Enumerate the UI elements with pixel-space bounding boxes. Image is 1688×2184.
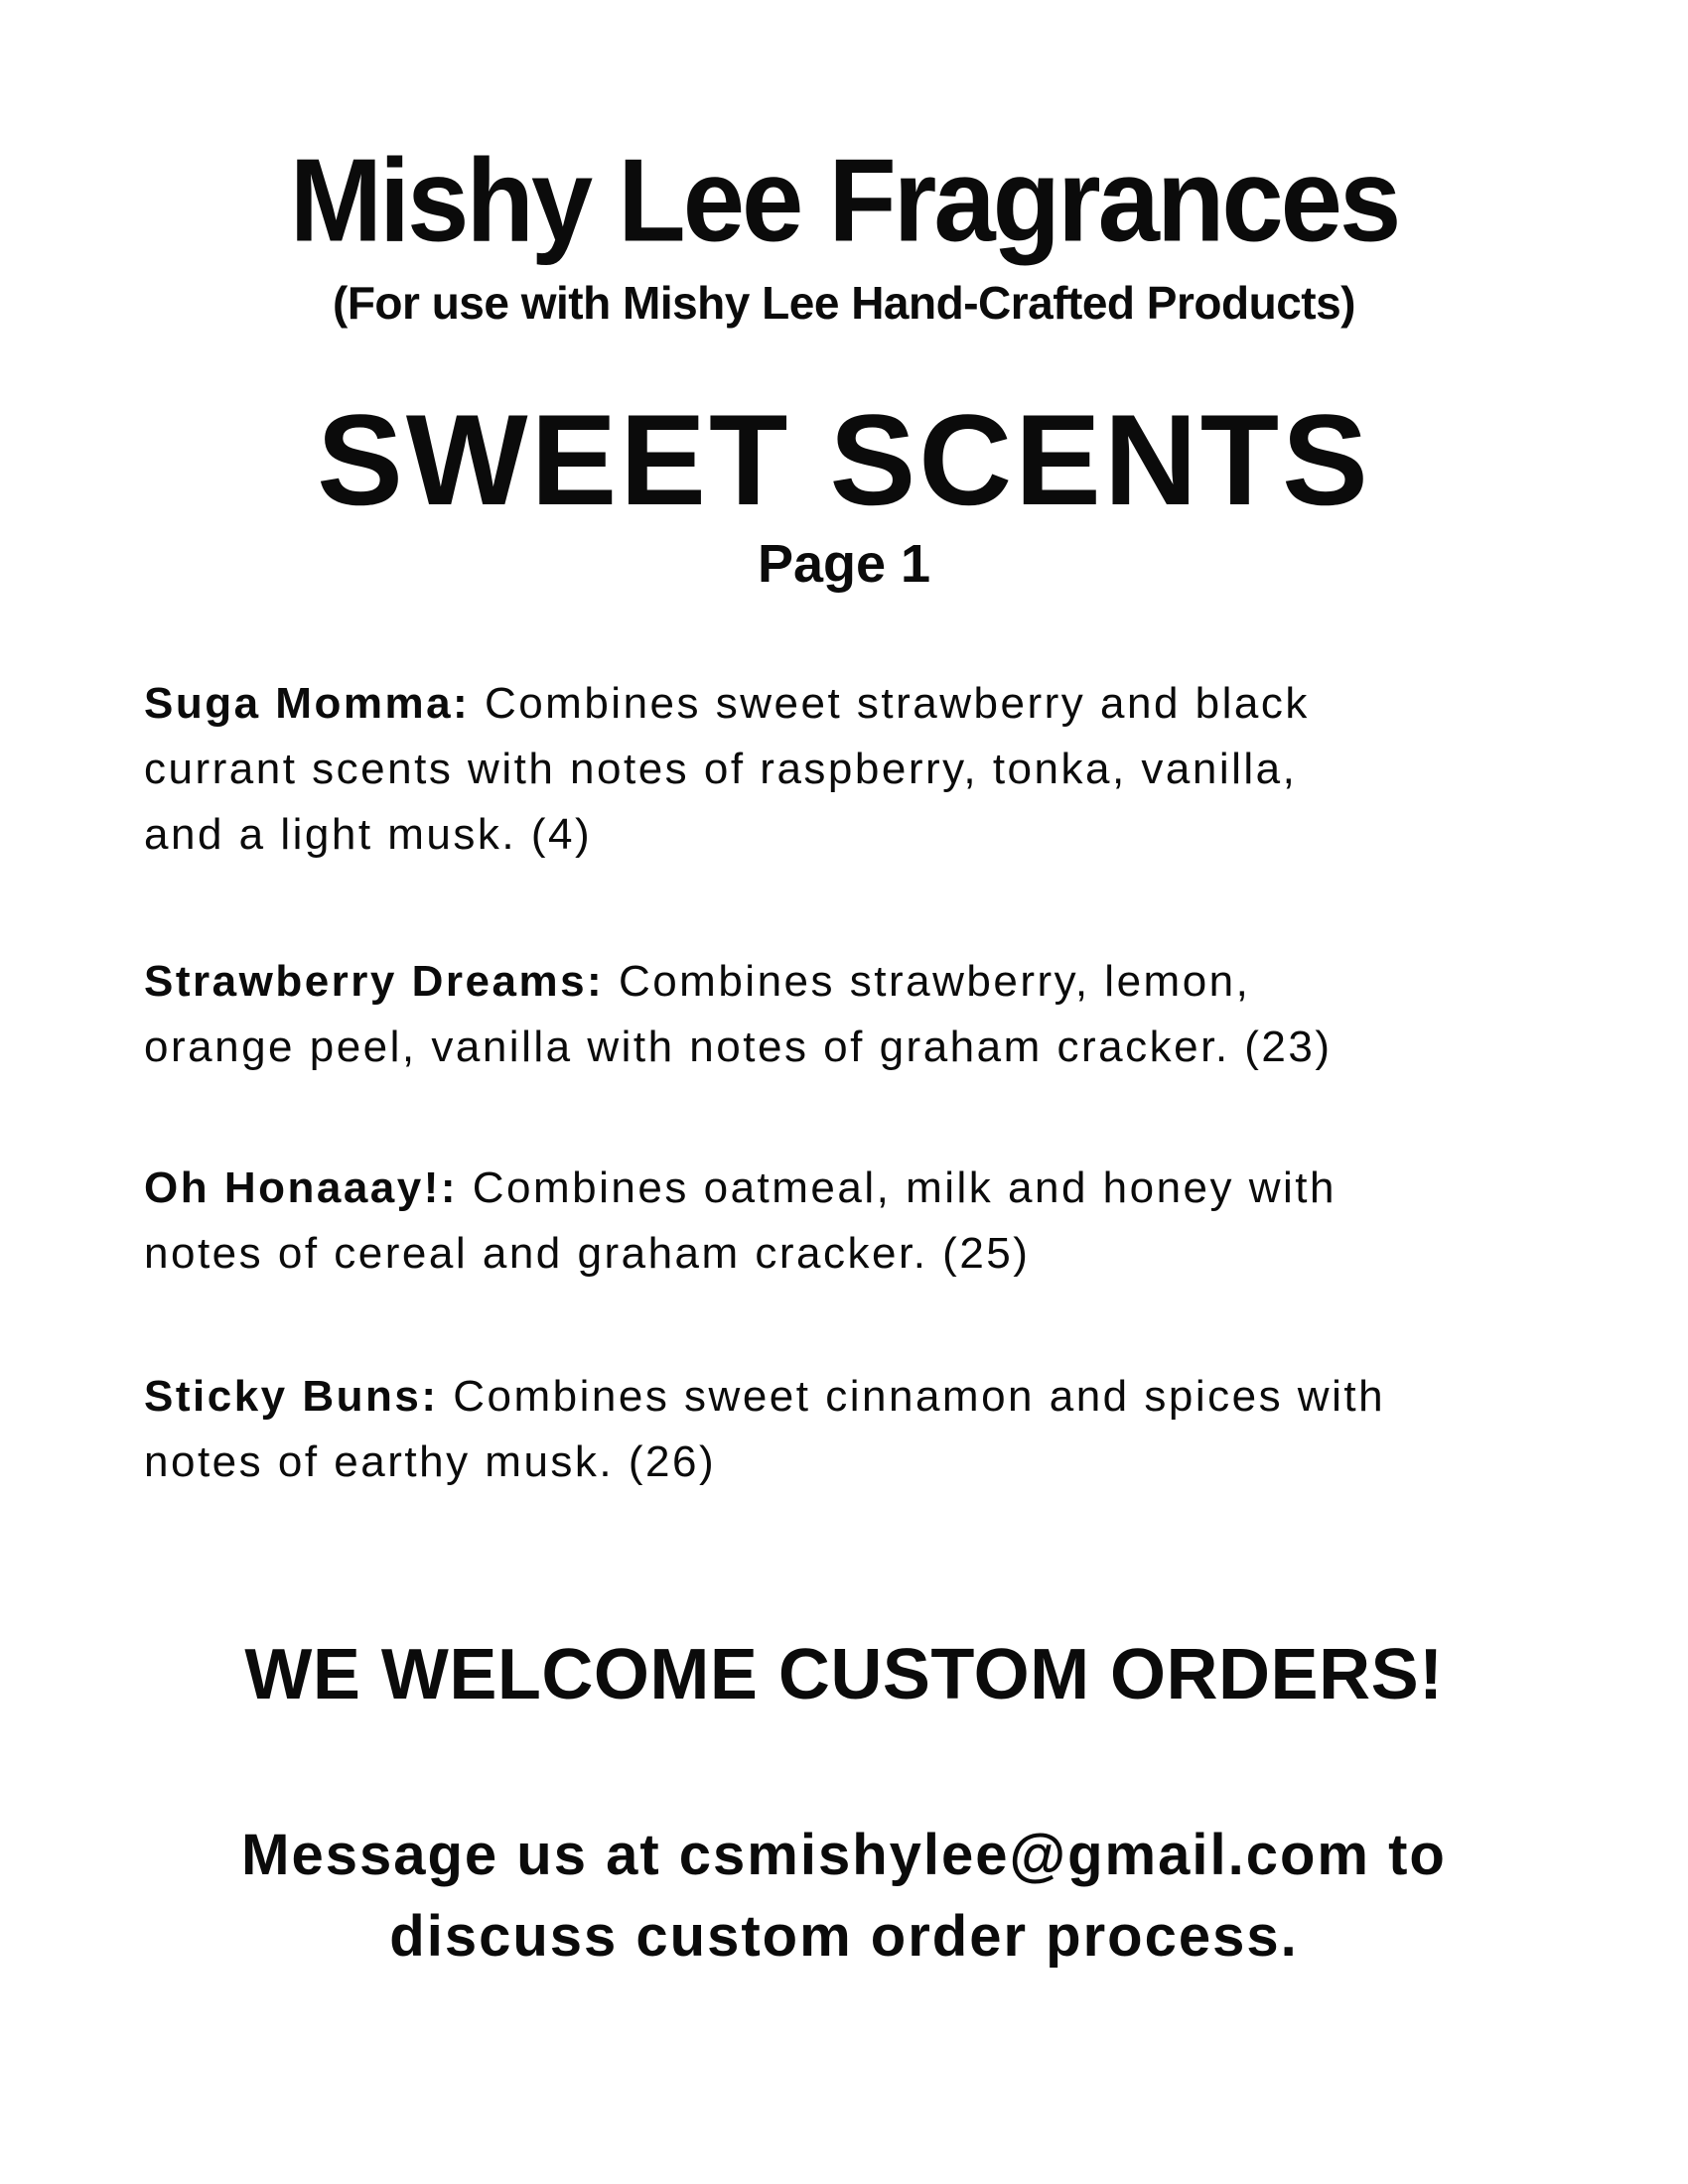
brand-title: Mishy Lee Fragrances [289,134,1399,266]
scent-name: Oh Honaaay!: [144,1163,459,1212]
scent-description-line: notes of cereal and graham cracker. (25) [144,1229,1031,1278]
scent-name: Sticky Buns: [144,1372,439,1421]
scent-entry-strawberry-dreams [144,949,1589,1080]
scent-description-line: Combines sweet cinnamon and spices with [453,1372,1386,1421]
page-number-label: Page 1 [757,534,931,594]
scent-description-line: Combines oatmeal, milk and honey with [472,1163,1336,1212]
scent-entry-sticky-buns [144,1364,1589,1495]
contact-email-text: Message us at csmishylee@gmail.com to [241,1823,1447,1887]
scent-description-line: Combines strawberry, lemon, [618,957,1251,1006]
scent-entry-suga-momma [144,671,1589,868]
custom-orders-heading: WE WELCOME CUSTOM ORDERS! [244,1635,1444,1714]
custom-orders-message [0,1815,1688,1978]
section-title: SWEET SCENTS [317,387,1371,532]
scent-line [144,949,1589,1015]
scent-name: Strawberry Dreams: [144,957,605,1006]
scent-line [144,671,1589,737]
scent-line [144,1156,1589,1221]
scent-description-line: and a light musk. (4) [144,810,593,859]
scent-name: Suga Momma: [144,679,471,728]
scent-line [144,1364,1589,1430]
scent-entry-oh-honaaay [144,1156,1589,1287]
scent-description-line: currant scents with notes of raspberry, tonka, vanilla, [144,745,1298,793]
scent-description-line: orange peel, vanilla with notes of graham cracker. (23) [144,1023,1333,1071]
brand-subtitle: (For use with Mishy Lee Hand-Crafted Products) [333,277,1355,329]
custom-orders-message-line: discuss custom order process. [389,1904,1299,1969]
scent-description-line: notes of earthy musk. (26) [144,1437,717,1486]
scent-description-line: Combines sweet strawberry and black [484,679,1310,728]
